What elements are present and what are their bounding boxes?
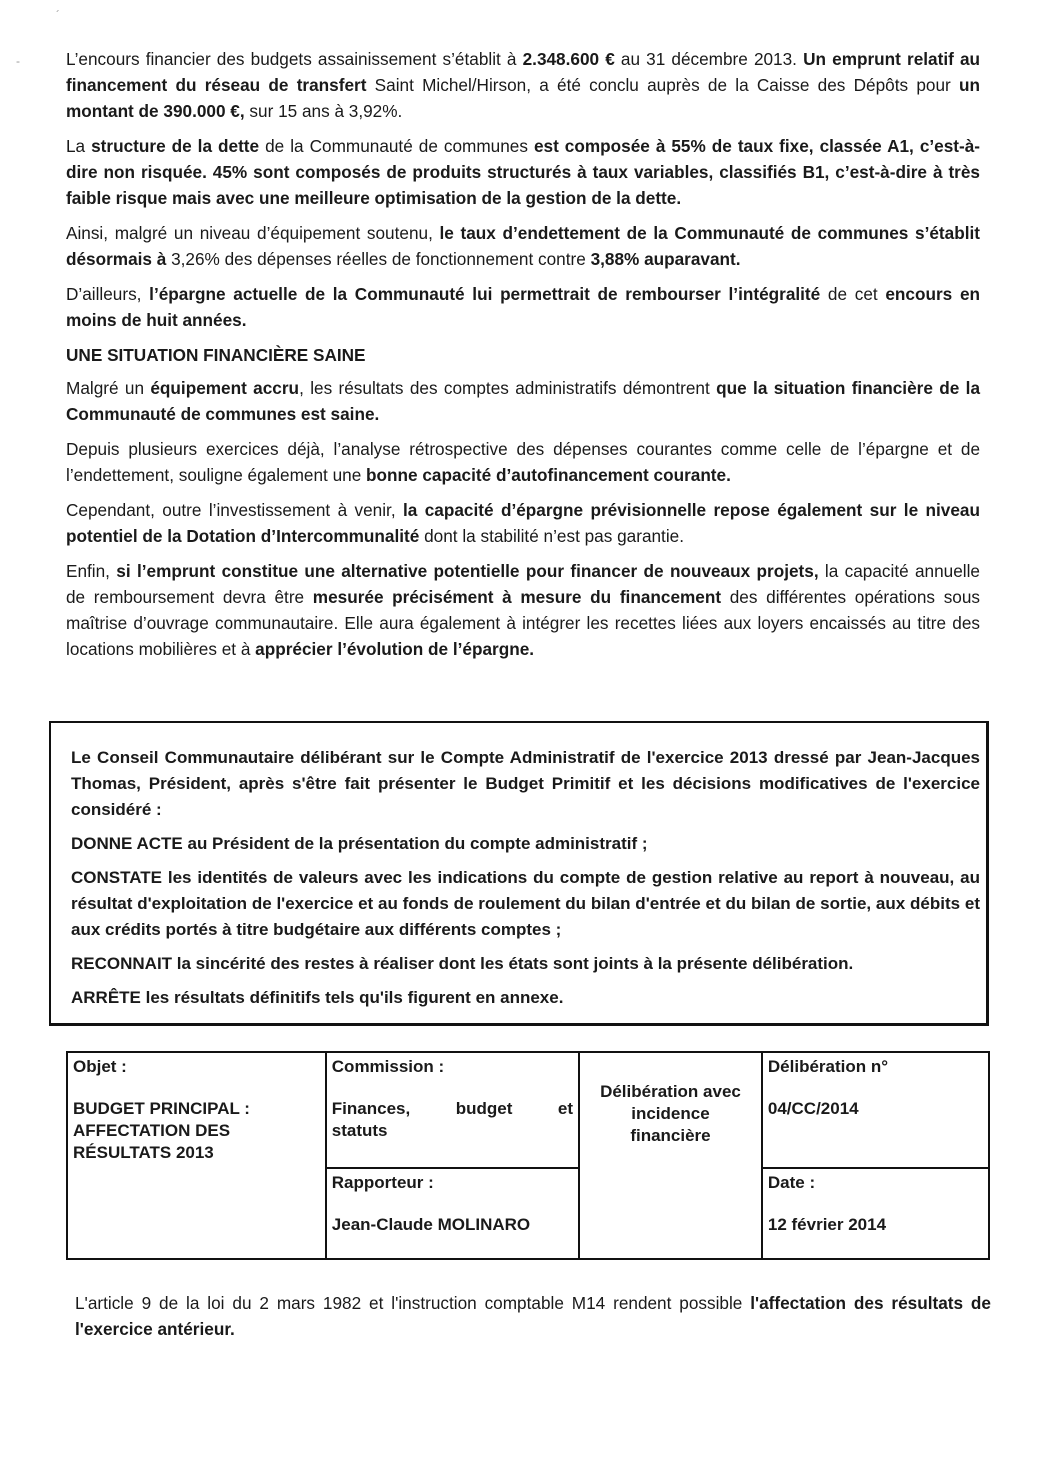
deliberation-label: Délibération n°: [767, 1057, 889, 1076]
date-value: 12 février 2014: [767, 1215, 887, 1234]
objet-label: Objet :: [73, 1057, 127, 1076]
resolution-arrete: ARRÊTE les résultats définitifs tels qu'ils figurent en annexe.: [71, 988, 564, 1007]
resolution-intro: Le Conseil Communautaire délibérant sur le Compte Administratif de l'exercice 2013 dressé par Jean-Jacques Thomas, Président, après s'être fait présenter le Budget Primitif et les décisions modificatives de l'exercice considéré :: [71, 748, 980, 819]
deliberation-info-table: [66, 1051, 990, 1260]
deliberation-type: Délibération avec incidence financière: [600, 1082, 741, 1145]
objet-cell: [67, 1052, 326, 1259]
resolution-constate: CONSTATE les identités de valeurs avec les indications du compte de gestion relative au report à nouveau, au résultat d'exploitation de l'exercice et au fonds de roulement du bilan d'entrée et du bilan de sortie, aux débits et aux crédits portés à titre budgétaire aux différents comptes ;: [71, 868, 980, 939]
resolution-reconnait: RECONNAIT la sincérité des restes à réaliser dont les états sont joints à la présente délibération.: [71, 954, 854, 973]
paragraph-article-9: L'article 9 de la loi du 2 mars 1982 et l'instruction comptable M14 rendent possible l'affectation des résultats de l'exercice antérieur.: [75, 1293, 991, 1339]
paragraph-capacite-epargne: Cependant, outre l’investissement à venir, la capacité d’épargne prévisionnelle repose également sur le niveau potentiel de la Dotation d’Intercommunalité dont la stabilité n’est pas garantie.: [66, 500, 980, 546]
paragraph-equipement: Malgré un équipement accru, les résultats des comptes administratifs démontrent que la situation financière de la Communauté de communes est saine.: [66, 378, 980, 424]
resolution-box: [49, 721, 989, 1026]
deliberation-number: 04/CC/2014: [767, 1099, 859, 1118]
body-text: [66, 46, 980, 671]
objet-value: BUDGET PRINCIPAL : AFFECTATION DES RÉSULTATS 2013: [73, 1099, 250, 1162]
paragraph-taux-endettement: Ainsi, malgré un niveau d’équipement soutenu, le taux d’endettement de la Communauté de communes s’établit désormais à 3,26% des dépenses réelles de fonctionnement contre 3,88% auparavant.: [66, 223, 980, 269]
date-cell: [762, 1168, 989, 1259]
rapporteur-name: Jean-Claude MOLINARO: [331, 1215, 531, 1234]
commission-value: Finances, budget et: [331, 1099, 574, 1118]
scan-mark-left: -: [16, 54, 20, 68]
paragraph-structure-dette: La structure de la dette de la Communauté de communes est composée à 55% de taux fixe, classée A1, c’est-à-dire non risquée. 45% sont composés de produits structurés à taux variables, classifiés B1, c’est-à-dire à très faible risque mais avec une meilleure optimisation de la gestion de la dette.: [66, 136, 980, 208]
scan-mark-top: ´: [56, 8, 60, 22]
deliberation-type-cell: [579, 1052, 762, 1259]
resolution-donne-acte: DONNE ACTE au Président de la présentation du compte administratif ;: [71, 834, 648, 853]
section-heading: UNE SITUATION FINANCIÈRE SAINE: [66, 345, 366, 365]
commission-label: Commission :: [331, 1057, 445, 1076]
rapporteur-cell: [326, 1168, 579, 1259]
paragraph-epargne: D’ailleurs, l’épargne actuelle de la Communauté lui permettrait de rembourser l’intégralité de cet encours en moins de huit années.: [66, 284, 980, 330]
commission-cell: Commission : Finances, budget et statuts: [326, 1052, 579, 1168]
rapporteur-label: Rapporteur :: [331, 1173, 434, 1192]
date-label: Date :: [767, 1173, 816, 1192]
paragraph-autofinancement: Depuis plusieurs exercices déjà, l’analyse rétrospective des dépenses courantes comme celle de l’épargne et de l’endettement, souligne également une bonne capacité d’autofinancement courante.: [66, 439, 980, 485]
deliberation-number-cell: [762, 1052, 989, 1168]
paragraph-emprunt: Enfin, si l’emprunt constitue une alternative potentielle pour financer de nouveaux projets, la capacité annuelle de remboursement devra être mesurée précisément à mesure du financement des différentes opérations sous maîtrise d’ouvrage communautaire. Elle aura également à intégrer les recettes liées aux loyers encaissés au titre des locations mobilières et à apprécier l’évolution de l’épargne.: [66, 561, 980, 659]
paragraph-encours: L’encours financier des budgets assainissement s’établit à 2.348.600 € au 31 décembre 2013. Un emprunt relatif au financement du réseau de transfert Saint Michel/Hirson, a été conclu auprès de la Caisse des Dépôts pour un montant de 390.000 €, sur 15 ans à 3,92%.: [66, 49, 980, 121]
